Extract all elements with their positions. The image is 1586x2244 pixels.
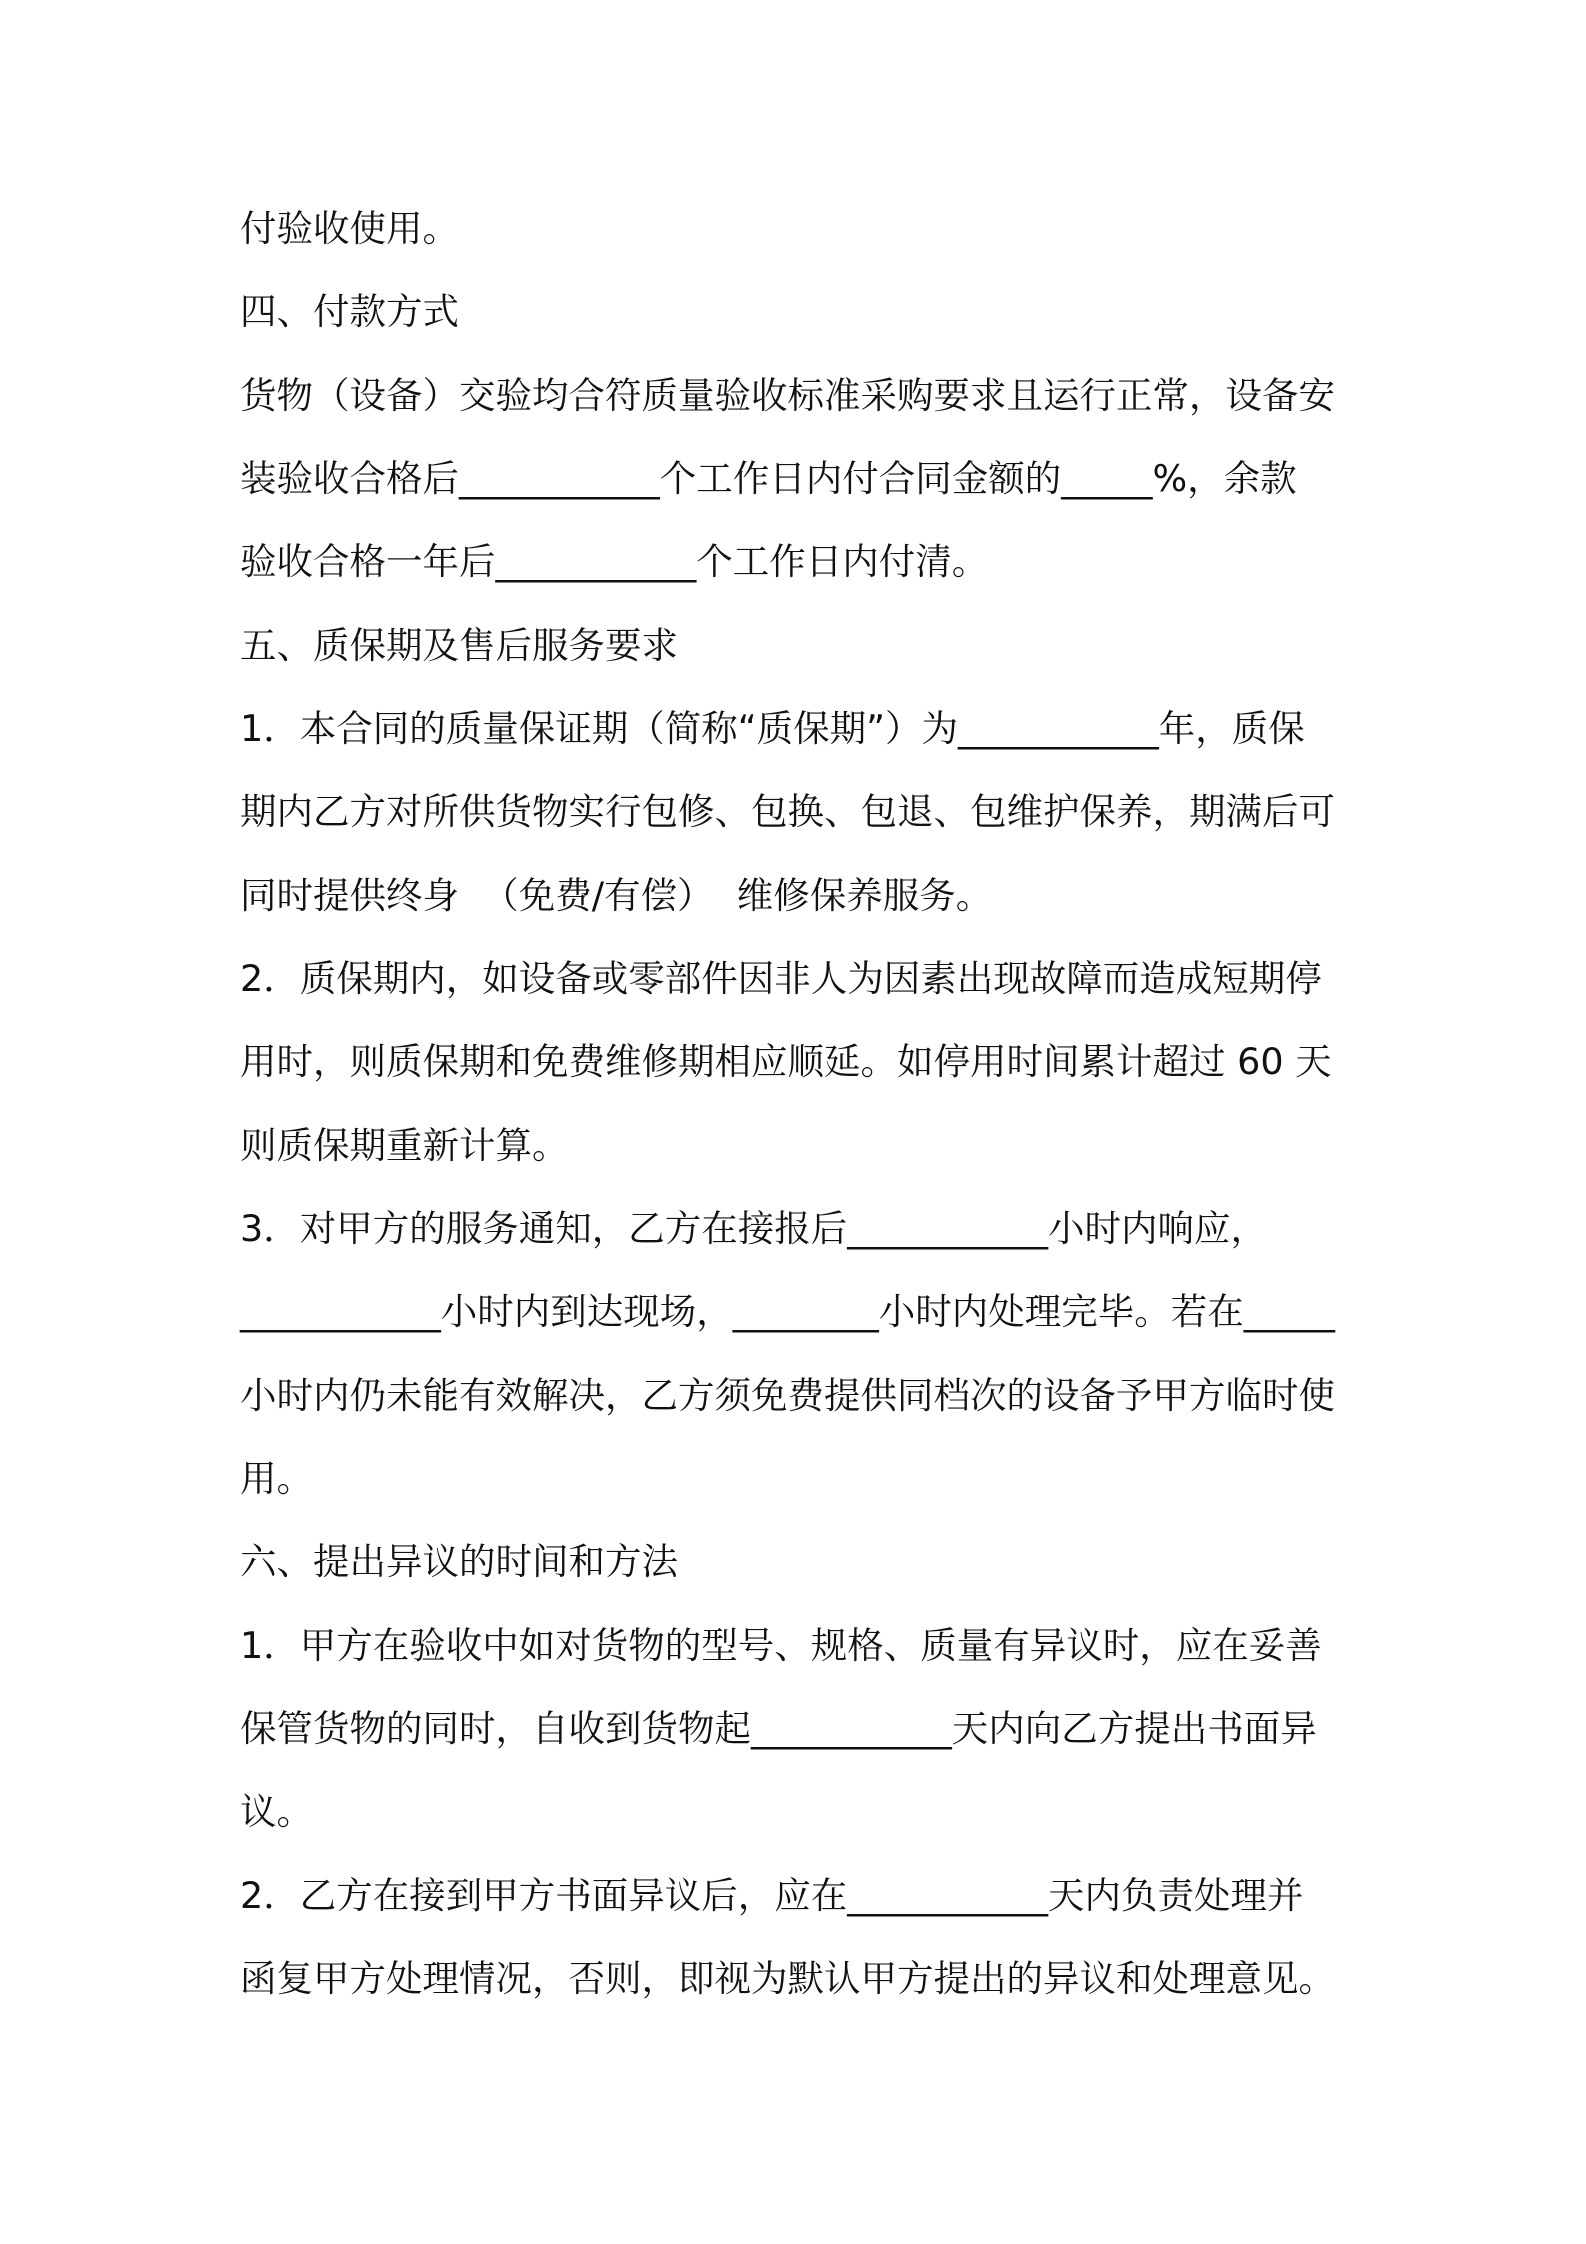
text-line: 小时内仍未能有效解决，乙方须免费提供同档次的设备予甲方临时使 — [240, 1374, 1335, 1417]
text-line: 验收合格一年后___________个工作日内付清。 — [240, 540, 989, 583]
text-line: 付验收使用。 — [240, 207, 459, 250]
text-line: 则质保期重新计算。 — [240, 1124, 569, 1167]
text-line: 2．乙方在接到甲方书面异议后，应在___________天内负责处理并 — [240, 1874, 1304, 1917]
text-line: 1．本合同的质量保证期（简称“质保期”）为___________年，质保 — [240, 707, 1305, 750]
text-line: 议。 — [240, 1790, 313, 1833]
text-line: 3．对甲方的服务通知，乙方在接报后___________小时内响应， — [240, 1207, 1267, 1250]
section-heading-objection: 六、提出异议的时间和方法 — [240, 1540, 678, 1583]
text-line: 1．甲方在验收中如对货物的型号、规格、质量有异议时，应在妥善 — [240, 1624, 1322, 1667]
text-line: ___________小时内到达现场，________小时内处理完毕。若在_____ — [240, 1290, 1335, 1333]
text-line: 2．质保期内，如设备或零部件因非人为因素出现故障而造成短期停 — [240, 957, 1322, 1000]
text-line: 用。 — [240, 1457, 313, 1500]
text-line: 同时提供终身 （免费/有偿） 维修保养服务。 — [240, 874, 993, 917]
text-line: 函复甲方处理情况，否则，即视为默认甲方提出的异议和处理意见。 — [240, 1957, 1335, 2000]
section-heading-payment: 四、付款方式 — [240, 290, 459, 333]
text-line: 保管货物的同时，自收到货物起___________天内向乙方提出书面异 — [240, 1707, 1317, 1750]
text-line: 用时，则质保期和免费维修期相应顺延。如停用时间累计超过 60 天 — [240, 1040, 1332, 1083]
section-heading-warranty: 五、质保期及售后服务要求 — [240, 624, 678, 667]
text-line: 货物（设备）交验均合符质量验收标准采购要求且运行正常，设备安 — [240, 374, 1335, 417]
text-line: 期内乙方对所供货物实行包修、包换、包退、包维护保养，期满后可 — [240, 790, 1335, 833]
text-line: 装验收合格后___________个工作日内付合同金额的_____%，余款 — [240, 457, 1297, 500]
